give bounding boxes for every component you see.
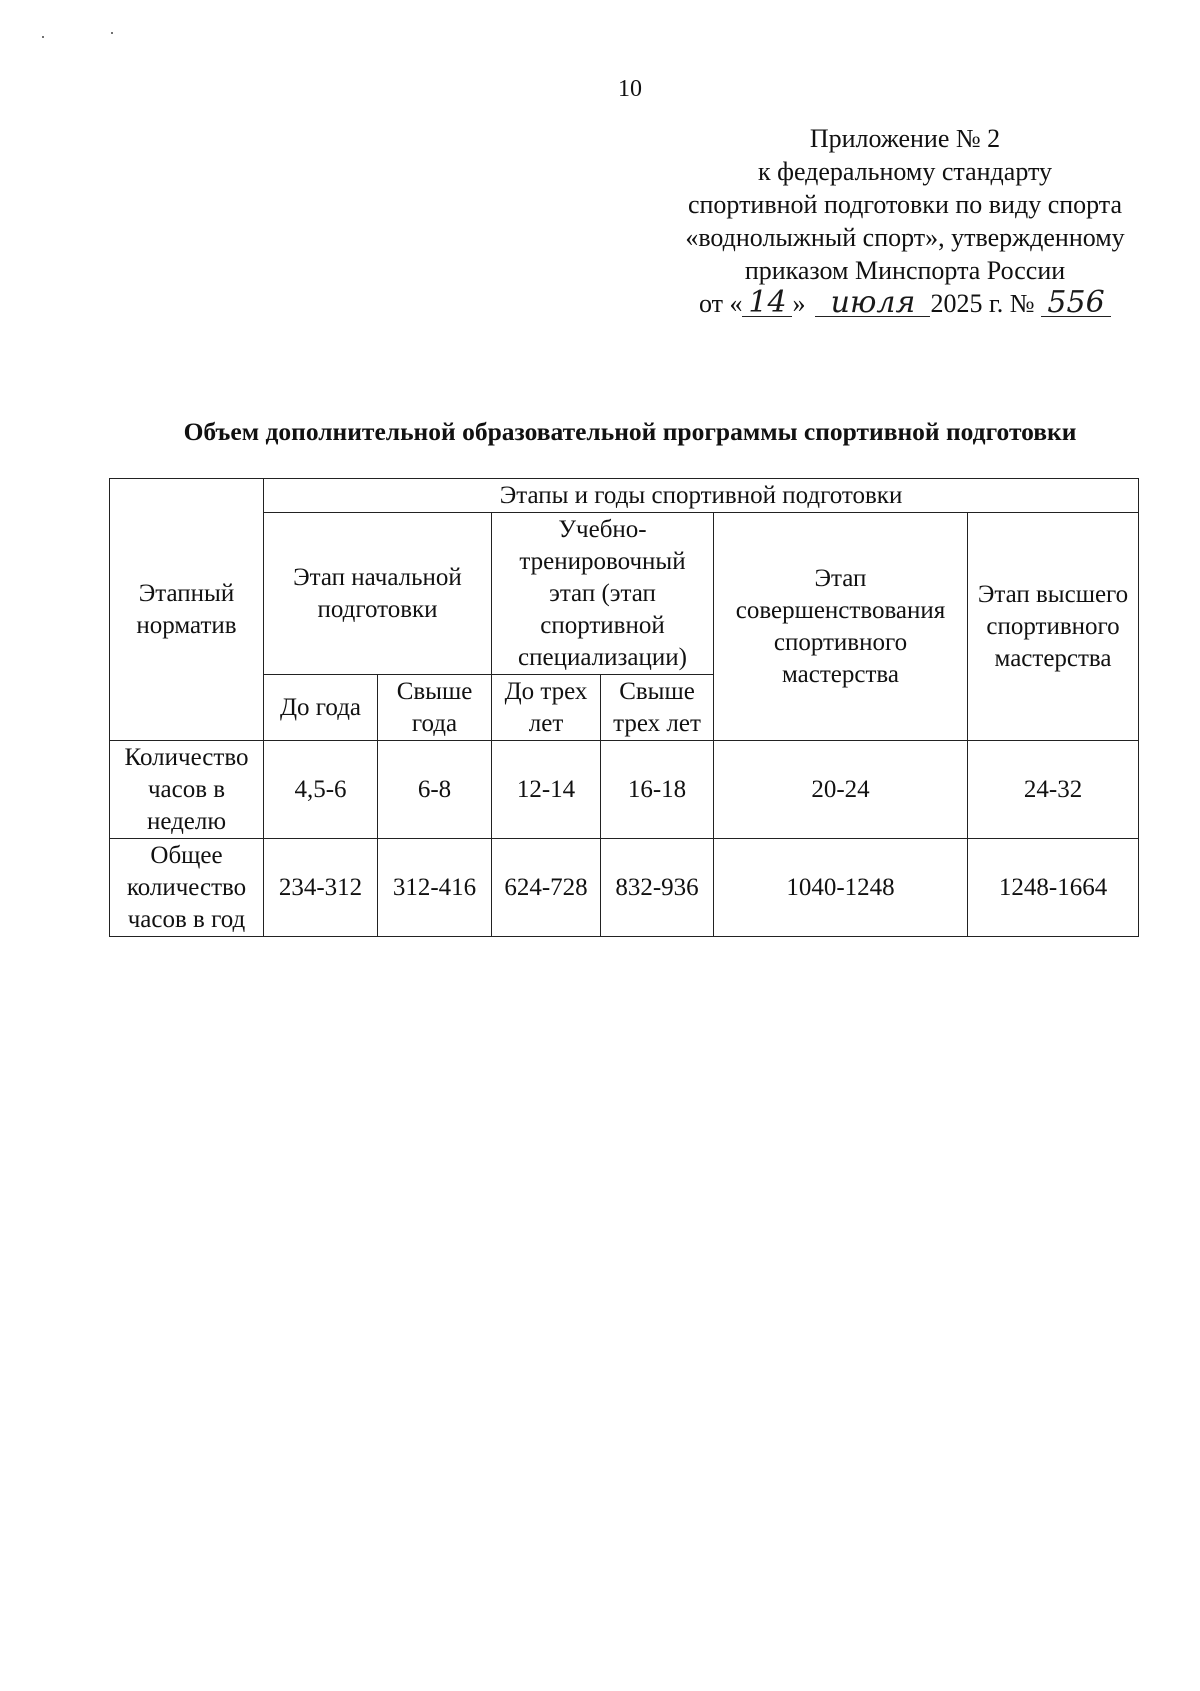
handwritten-day: 14 xyxy=(742,290,792,317)
table-cell: 312-416 xyxy=(378,839,492,937)
table-cell: 6-8 xyxy=(378,741,492,839)
program-volume-table xyxy=(109,478,1139,937)
header-stage-highest: Этап высшего спортивного мастерства xyxy=(968,513,1139,741)
subheader-up-to-three: До трех лет xyxy=(492,675,601,741)
appendix-line: Приложение № 2 xyxy=(809,124,1001,153)
header-stage-initial: Этап начальной подготовки xyxy=(264,513,492,675)
table-cell: 4,5-6 xyxy=(264,741,378,839)
row-label: Общее количество часов в год xyxy=(110,839,264,937)
subheader-over-three: Свыше трех лет xyxy=(601,675,714,741)
document-title: Объем дополнительной образовательной программы спортивной подготовки xyxy=(183,417,1077,446)
table-row xyxy=(110,839,1139,937)
date-prefix: от « xyxy=(698,289,743,318)
subheader-up-to-year: До года xyxy=(264,675,378,741)
table-cell: 234-312 xyxy=(264,839,378,937)
table-cell: 624-728 xyxy=(492,839,601,937)
header-normative: Этапный норматив xyxy=(110,479,264,741)
handwritten-month: июля xyxy=(815,290,930,317)
table-cell: 24-32 xyxy=(968,741,1139,839)
scan-speck xyxy=(111,32,113,34)
year-text: 2025 г. № xyxy=(930,289,1035,318)
table-cell: 1248-1664 xyxy=(968,839,1139,937)
table-cell: 20-24 xyxy=(714,741,968,839)
appendix-block xyxy=(640,122,1170,320)
header-stage-improvement: Этап совершенствования спортивного мастерства xyxy=(714,513,968,741)
appendix-line: «воднолыжный спорт», утвержденному xyxy=(685,223,1125,252)
appendix-line: приказом Минспорта России xyxy=(744,256,1066,285)
header-stage-training: Учебно-тренировочный этап (этап спортивной специализации) xyxy=(492,513,714,675)
row-label: Количество часов в неделю xyxy=(110,741,264,839)
table-cell: 12-14 xyxy=(492,741,601,839)
header-stages-group: Этапы и годы спортивной подготовки xyxy=(264,479,1139,513)
date-mid: » xyxy=(792,289,806,318)
appendix-line: спортивной подготовки по виду спорта xyxy=(687,190,1123,219)
scan-speck xyxy=(42,36,44,38)
subheader-over-year: Свыше года xyxy=(378,675,492,741)
table-cell: 1040-1248 xyxy=(714,839,968,937)
table-cell: 832-936 xyxy=(601,839,714,937)
order-date-line xyxy=(640,287,1170,320)
table-cell: 16-18 xyxy=(601,741,714,839)
appendix-line: к федеральному стандарту xyxy=(757,157,1053,186)
page-number: 10 xyxy=(618,76,642,102)
table-row xyxy=(110,741,1139,839)
handwritten-order-number: 556 xyxy=(1041,290,1111,317)
